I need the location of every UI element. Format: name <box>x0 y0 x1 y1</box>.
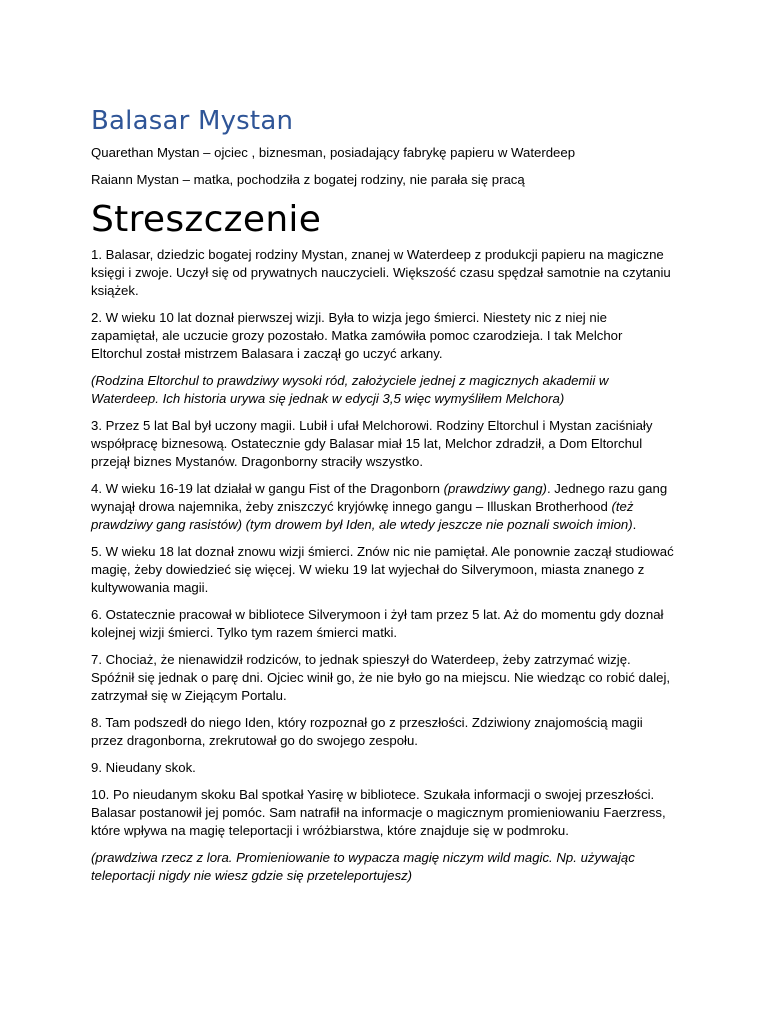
paragraph-8: 8. Tam podszedł do niego Iden, który rozpoznał go z przeszłości. Zdziwiony znajomością magii przez dragonborna, zrekrutował go do swojego zespołu. <box>91 715 643 748</box>
paragraph-5: 5. W wieku 18 lat doznał znowu wizji śmierci. Znów nic nie pamiętał. Ale ponownie zaczął studiować magię, żeby dowiedzieć się więcej. W wieku 19 lat wyjechał do Silverymoon, miasta znanego z kultywowania magii. <box>91 544 674 595</box>
note-2: (prawdziwa rzecz z lora. Promieniowanie to wypacza magię niczym wild magic. Np. używając teleportacji nigdy nie wiesz gdzie się przeteleportujesz) <box>91 850 635 883</box>
parent-mother: Raiann Mystan – matka, pochodziła z bogatej rodziny, nie parała się pracą <box>91 172 525 187</box>
paragraph-6: 6. Ostatecznie pracował w bibliotece Silverymoon i żył tam przez 5 lat. Aż do momentu gdy doznał kolejnej wizji śmierci. Tylko tym razem śmierci matki. <box>91 607 664 640</box>
paragraph-2: 2. W wieku 10 lat doznał pierwszej wizji. Była to wizja jego śmierci. Niestety nic z niej nie zapamiętał, ale uczucie grozy pozostało. Matka zamówiła pomoc czarodzieja. I tak Melchor Eltorchul został mistrzem Balasara i zaczął go uczyć arkany. <box>91 310 623 361</box>
document-title: Balasar Mystan <box>91 106 294 136</box>
paragraph-4-italic-b: (prawdziwy gang) <box>443 481 547 496</box>
paragraph-4 <box>91 480 676 534</box>
paragraph-4-italic-d: (też prawdziwy gang rasistów) (tym drowem był Iden, ale wtedy jeszcze nie poznali swoich imion) <box>91 499 634 532</box>
paragraph-1: 1. Balasar, dziedzic bogatej rodziny Mystan, znanej w Waterdeep z produkcji papieru na magiczne księgi i zwoje. Uczył się od prywatnych nauczycieli. Większość czasu spędzał samotnie na czytaniu książek. <box>91 247 671 298</box>
paragraph-4-text-e: . <box>632 517 637 532</box>
parent-father: Quarethan Mystan – ojciec , biznesman, posiadający fabrykę papieru w Waterdeep <box>91 145 576 160</box>
note-1: (Rodzina Eltorchul to prawdziwy wysoki ród, założyciele jednej z magicznych akademii w Waterdeep. Ich historia urywa się jednak w edycji 3,5 więc wymyśliłem Melchora) <box>91 373 609 406</box>
section-heading: Streszczenie <box>91 199 322 240</box>
paragraph-7: 7. Chociaż, że nienawidził rodziców, to jednak spieszył do Waterdeep, żeby zatrzymać wizję. Spóźnił się jednak o parę dni. Ojciec winił go, że nie było go na miejscu. Nie wiedząc co robić dalej, zatrzymał się w Ziejącym Portalu. <box>91 652 671 703</box>
paragraph-10: 10. Po nieudanym skoku Bal spotkał Yasirę w bibliotece. Szukała informacji o swojej przeszłości. Balasar postanowił jej pomóc. Sam natrafił na informacje o magicznym promieniowaniu Faerzress, które wpływa na magię teleportacji i wróżbiarstwa, które znajduje się w podmroku. <box>91 787 666 838</box>
paragraph-3: 3. Przez 5 lat Bal był uczony magii. Lubił i ufał Melchorowi. Rodziny Eltorchul i Mystan zaciśniały współpracę biznesową. Ostatecznie gdy Balasar miał 15 lat, Melchor zdradził, a Dom Eltorchul przejął biznes Mystanów. Dragonborny straciły wszystko. <box>91 418 653 469</box>
document-body <box>91 104 676 894</box>
paragraph-4-text-c: . Jednego razu gang wynajął drowa najemnika, żeby zniszczyć kryjówkę innego gangu – Illuskan Brotherhood <box>91 481 668 514</box>
paragraph-9: 9. Nieudany skok. <box>91 760 196 775</box>
paragraph-4-text-a: 4. W wieku 16-19 lat działał w gangu Fist of the Dragonborn <box>91 481 444 496</box>
